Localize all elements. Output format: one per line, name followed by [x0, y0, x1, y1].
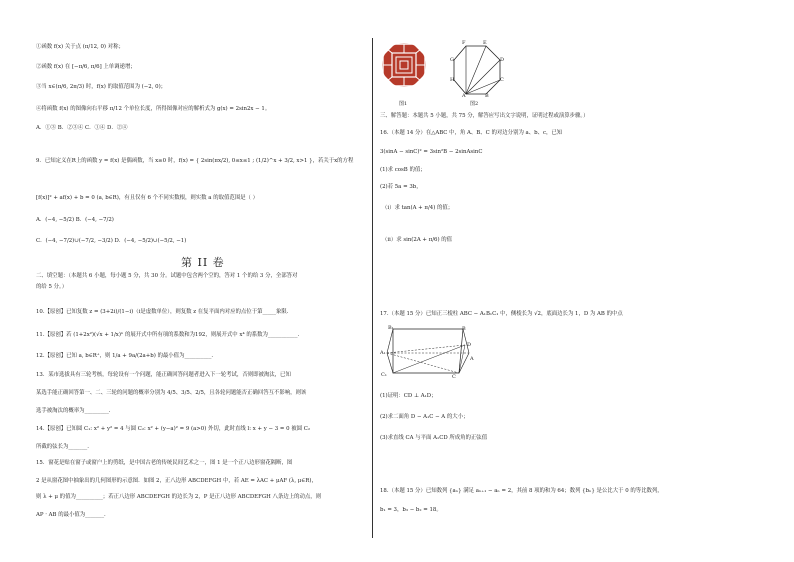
q15-line2: 2 是从窗花图中抽象出的几何图形的示意图．如图 2，正八边形 ABCDEFGH 中，若 AE = λAC + μAF (λ, μ∈R)，: [36, 478, 317, 484]
q16-part2: (2)若 5a = 3b，: [380, 184, 422, 190]
q10: 10.【原创】已知复数 z = (3+2i)/(1−i)（i是虚数单位），则复数 z 在复平面内对应的点位于第_____象限.: [36, 309, 289, 315]
figure-1-label: 图1: [399, 101, 408, 107]
q12: 12.【原创】已知 a, b∈R⁺，则 1/a + 9a/(2a+b) 的最小值为__________.: [36, 353, 214, 359]
q15-line3: 则 λ + μ 的值为__________；若正八边形 ABCDEFGH 的边长为 2，P 是正八边形 ABCDEFGH 八条边上的动点，则: [36, 494, 322, 500]
vertex-g: G: [450, 57, 454, 63]
part3-instructions: 三、解答题：本题共 5 小题，共 75 分，解答应写出文字说明，证明过程或演算步骤。）: [380, 113, 589, 119]
window-lattice-figure: [380, 40, 428, 98]
prism-vertex-b1: B₁: [388, 325, 394, 331]
vertex-f: F: [462, 40, 466, 46]
statement-2: ②函数 f(x) 在 [−π/6, π/6] 上单调递增；: [36, 64, 136, 70]
q8-options: A．①③ B．②③④ C．①④ D．②④: [36, 125, 128, 131]
q17-part1: (1)证明：CD ⊥ A₁D；: [380, 393, 437, 399]
vertex-c: C: [500, 77, 504, 83]
vertex-h: H: [450, 77, 455, 83]
q17-part2: (2)求二面角 D − A₁C − A 的大小；: [380, 414, 469, 420]
prism-vertex-d: D: [467, 342, 472, 348]
part2-instructions-2: 的给 5 分。）: [36, 284, 68, 290]
q18-stem: 18.（本题 15 分）已知数列 {aₙ} 满足 aₙ₊₁ − aₙ = 2，其前 8 项的和为 64；数列 {bₙ} 是公比大于 0 的等比数列，: [380, 488, 663, 494]
statement-1: ①函数 f(x) 关于点 (π/12, 0) 对称；: [36, 44, 124, 50]
q16-part2-ii: （ⅱ）求 sin(2A + π/6) 的值: [382, 237, 453, 243]
vertex-e: E: [483, 40, 487, 46]
figure-2-label: 图2: [470, 101, 479, 107]
prism-vertex-a: A: [470, 356, 474, 362]
section-title: 第 II 卷: [181, 256, 225, 269]
q9-options-cd: C．(−4, −7/2)∪(−7/2, −3/2) D．(−4, −5/2)∪(−5/2, −1): [36, 238, 187, 244]
q15-line1: 15．窗花是贴在窗子或窗户上的剪纸，是中国古老的传统民间艺术之一，图 1 是一个正八边形窗花隔断，图: [36, 460, 293, 466]
statement-3: ③当 x∈(π/6, 2π/3) 时，f(x) 的取值范围为 (−2, 0)；: [36, 84, 167, 90]
q11: 11.【原创】若 (1+2x²)(√x + 1/x)ⁿ 的展开式中所有项的系数和为192，则展开式中 x⁴ 的系数为___________.: [36, 332, 300, 338]
vertex-b: B: [485, 93, 489, 99]
octagon-figure: [448, 40, 508, 100]
prism-figure: [385, 325, 480, 383]
q14-line1: 14.【原创】已知圆 C₁: x² + y² = 4 与圆 C₂: x² + (y−a)² = 9 (a>0) 外切，此时直线 l: x + y − 3 = 0 被圆 C₂: [36, 426, 311, 432]
prism-vertex-b: B: [462, 326, 466, 332]
column-divider: [372, 38, 373, 538]
q16-part2-i: （ⅰ）求 tan(A + π/4) 的值；: [382, 205, 454, 211]
prism-vertex-a1: A₁: [380, 350, 386, 356]
q15-line4: AP · AB 的最小值为_______.: [36, 512, 106, 518]
vertex-d: D: [500, 57, 505, 63]
q16-part1: (1)求 cosB 的值；: [380, 167, 426, 173]
q9-stem: 9．已知定义在R上的函数 y = f(x) 是偶函数，当 x≥0 时，f(x) = { 2sin(πx/2), 0≤x≤1 ; (1/2)^x + 3/2, x>1 }，若关于x的方程: [36, 158, 354, 164]
q17-stem: 17.（本题 15 分）已知正三棱柱 ABC − A₁B₁C₁ 中，侧棱长为 √2，底面边长为 1，D 为 AB 的中点: [380, 311, 623, 317]
q13-line1: 13．某市选拔具有三轮考核，每轮设有一个问题，能正确回答问题者进入下一轮考试，否则即被淘汰，已知: [36, 372, 291, 378]
q13-line2: 某选手能正确回答第一、二、三轮的问题的概率分别为 4/5、3/5、2/5，且各轮问题能否正确回答互不影响，则该: [36, 390, 307, 396]
prism-vertex-c: C: [452, 374, 456, 380]
q16-equation: 3(sinA − sinC)² = 3sin²B − 2sinAsinC: [380, 149, 483, 155]
q13-line3: 选手被淘汰的概率为_________.: [36, 408, 111, 414]
q9-options-ab: A．(−4, −5/2) B．(−4, −7/2): [36, 217, 114, 223]
q17-part3: (3)求直线 CA 与平面 A₁CD 所成角的正弦值: [380, 435, 488, 441]
q18-stem-2: b₁ = 3，b₃ − b₂ = 18。: [380, 507, 442, 513]
vertex-a: A: [462, 93, 466, 99]
prism-vertex-c1: C₁: [381, 372, 387, 378]
part2-instructions: 二、填空题：（本题共 6 小题，每小题 5 分，共 30 分。试题中包含两个空的，答对 1 个的给 3 分，全部答对: [36, 273, 298, 279]
statement-4: ④将函数 f(x) 的图像向右平移 π/12 个单位长度，所得图像对应的解析式为 g(x) = 2sin2x − 1。: [36, 106, 271, 112]
q14-line2: 所截的弦长为_______.: [36, 444, 89, 450]
q16-stem: 16.（本题 14 分）在△ABC 中，角 A、B、C 的对边分别为 a、b、c，已知: [380, 130, 563, 136]
q9-stem-2: [f(x)]² + af(x) + b = 0 (a, b∈R)，有且仅有 6 个不同实数根，则实数 a 的取值范围是（ ）: [36, 195, 259, 201]
